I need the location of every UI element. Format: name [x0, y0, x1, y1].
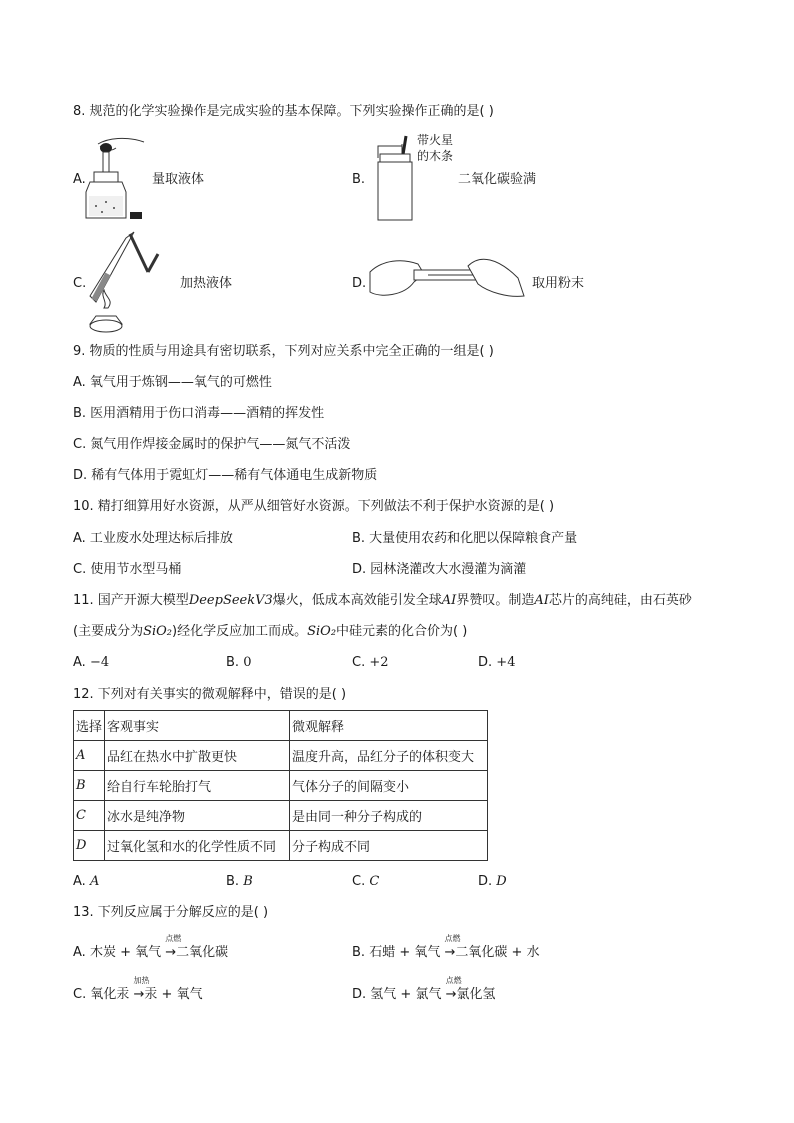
q8-option-d-label: 取用粉末: [532, 276, 585, 291]
q12-stem: 12. 下列对有关事实的微观解释中，错误的是( ): [73, 687, 347, 702]
q12-option-b: B. B: [226, 874, 253, 889]
powder-spatula-figure: [368, 252, 526, 302]
q8-figure-b-note-1: 带火星: [417, 133, 454, 147]
table-cell: 温度升高，品红分子的体积变大: [290, 741, 488, 771]
gas-bottle-figure: [372, 134, 420, 222]
q8-option-a-label: 量取液体: [152, 172, 205, 187]
q11-option-d: D. +4: [478, 655, 516, 670]
q12-option-d: D. D: [478, 874, 507, 889]
q9-stem: 9. 物质的性质与用途具有密切联系，下列对应关系中完全正确的一组是( ): [73, 344, 494, 359]
q10-stem: 10. 精打细算用好水资源，从严从细管好水资源。下列做法不利于保护水资源的是( ): [73, 499, 555, 514]
table-cell: 气体分子的间隔变小: [290, 771, 488, 801]
table-cell: D: [74, 831, 105, 861]
heating-test-tube-figure: [86, 230, 176, 334]
q10-option-a: A. 工业废水处理达标后排放: [73, 531, 233, 546]
reaction-arrow: →: [165, 945, 177, 960]
q9-option-d: D. 稀有气体用于霓虹灯——稀有气体通电生成新物质: [73, 468, 378, 483]
q8-option-b-label: 二氧化碳验满: [458, 172, 537, 187]
reaction-condition: 加热: [133, 976, 150, 985]
table-cell: 冰水是纯净物: [105, 801, 290, 831]
q10-option-c: C. 使用节水型马桶: [73, 562, 182, 577]
table-header-row: [74, 711, 488, 741]
q9-option-a: A. 氧气用于炼钢——氧气的可燃性: [73, 375, 272, 390]
q9-option-c: C. 氮气用作焊接金属时的保护气——氮气不活泼: [73, 437, 351, 452]
q13-option-c: C. 氧化汞 加热 →汞 + 氧气: [73, 976, 203, 1002]
reaction-condition: 点燃: [165, 934, 182, 943]
table-cell: A: [74, 741, 105, 771]
table-header: 客观事实: [105, 711, 290, 741]
q11-option-b: B. 0: [226, 655, 252, 670]
table-cell: 品红在热水中扩散更快: [105, 741, 290, 771]
q8-option-b-letter: B.: [352, 172, 366, 187]
q13-stem: 13. 下列反应属于分解反应的是( ): [73, 905, 269, 920]
table-row: [74, 771, 488, 801]
q8-figure-b-note-2: 的木条: [417, 149, 454, 163]
q13-option-d: D. 氢气 + 氯气 点燃 →氯化氢: [352, 976, 496, 1002]
reaction-condition: 点燃: [445, 976, 462, 985]
table-cell: 是由同一种分子构成的: [290, 801, 488, 831]
q8-option-d-letter: D.: [352, 276, 367, 291]
q13-option-a: A. 木炭 + 氧气 点燃 →二氧化碳: [73, 934, 229, 960]
table-row: [74, 801, 488, 831]
q11-stem-line2: (主要成分为SiO₂)经化学反应加工而成。SiO₂中硅元素的化合价为( ): [73, 624, 468, 639]
q8-option-c-label: 加热液体: [180, 276, 233, 291]
q13-option-b: B. 石蜡 + 氧气 点燃 →二氧化碳 + 水: [352, 934, 540, 960]
dropper-bottle-figure: [86, 136, 148, 220]
q12-option-a: A. A: [73, 874, 100, 889]
reaction-arrow: →: [444, 945, 456, 960]
q8-option-c-letter: C.: [73, 276, 87, 291]
reaction-arrow: →: [133, 987, 145, 1002]
q11-option-c: C. +2: [352, 655, 389, 670]
q11-stem-line1: 11. 国产开源大模型DeepSeekV3爆火，低成本高效能引发全球AI界赞叹。制造AI芯片的高纯硅，由石英砂: [73, 593, 692, 608]
q8-option-a-letter: A.: [73, 172, 86, 187]
reaction-condition: 点燃: [444, 934, 461, 943]
q11-option-a: A. −4: [73, 655, 110, 670]
table-cell: C: [74, 801, 105, 831]
q10-option-b: B. 大量使用农药和化肥以保障粮食产量: [352, 531, 578, 546]
table-row: [74, 741, 488, 771]
q9-option-b: B. 医用酒精用于伤口消毒——酒精的挥发性: [73, 406, 325, 421]
table-cell: 过氧化氢和水的化学性质不同: [105, 831, 290, 861]
q10-option-d: D. 园林浇灌改大水漫灌为滴灌: [352, 562, 527, 577]
table-header: 微观解释: [290, 711, 488, 741]
table-cell: 分子构成不同: [290, 831, 488, 861]
table-row: [74, 831, 488, 861]
table-header: 选择: [74, 711, 105, 741]
q12-table: [73, 710, 488, 861]
table-cell: B: [74, 771, 105, 801]
q8-stem: 8. 规范的化学实验操作是完成实验的基本保障。下列实验操作正确的是( ): [73, 104, 494, 119]
table-cell: 给自行车轮胎打气: [105, 771, 290, 801]
reaction-arrow: →: [445, 987, 457, 1002]
q12-option-c: C. C: [352, 874, 380, 889]
